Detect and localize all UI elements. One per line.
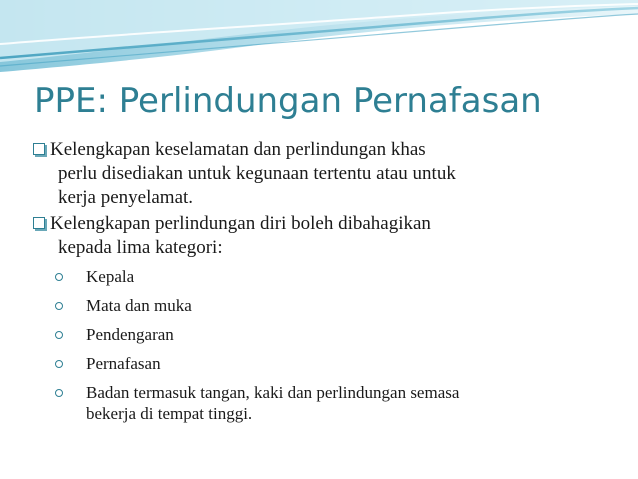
circle-bullet-icon <box>55 273 63 281</box>
category-text: Kepala <box>86 267 135 286</box>
category-list <box>32 266 622 424</box>
bullet-line: perlu disediakan untuk kegunaan tertentu atau untuk <box>58 163 456 184</box>
circle-bullet-icon <box>55 302 63 310</box>
category-item <box>32 382 622 424</box>
category-text: bekerja di tempat tinggi. <box>86 404 253 423</box>
header-wave-decoration <box>0 0 638 80</box>
bullet-line: kerja penyelamat. <box>58 187 194 208</box>
category-item <box>32 353 622 374</box>
bullet-text <box>50 212 622 260</box>
bullet-line: kepada lima kategori: <box>58 237 223 258</box>
slide-content <box>32 138 622 432</box>
category-text: Badan termasuk tangan, kaki dan perlindungan semasa <box>86 383 460 402</box>
bullet-item <box>32 212 622 260</box>
square-bullet-icon <box>33 143 45 155</box>
bullet-line: Kelengkapan keselamatan dan perlindungan khas <box>50 139 426 160</box>
slide-title: PPE: Perlindungan Pernafasan <box>34 81 542 121</box>
bullet-item <box>32 138 622 210</box>
circle-bullet-icon <box>55 360 63 368</box>
category-item <box>32 295 622 316</box>
category-text: Pendengaran <box>86 325 174 344</box>
category-text: Pernafasan <box>86 354 161 373</box>
category-text: Mata dan muka <box>86 296 192 315</box>
category-item <box>32 266 622 287</box>
bullet-line: Kelengkapan perlindungan diri boleh dibahagikan <box>50 213 431 234</box>
square-bullet-icon <box>33 217 45 229</box>
circle-bullet-icon <box>55 389 63 397</box>
circle-bullet-icon <box>55 331 63 339</box>
bullet-text <box>50 138 622 210</box>
category-item <box>32 324 622 345</box>
